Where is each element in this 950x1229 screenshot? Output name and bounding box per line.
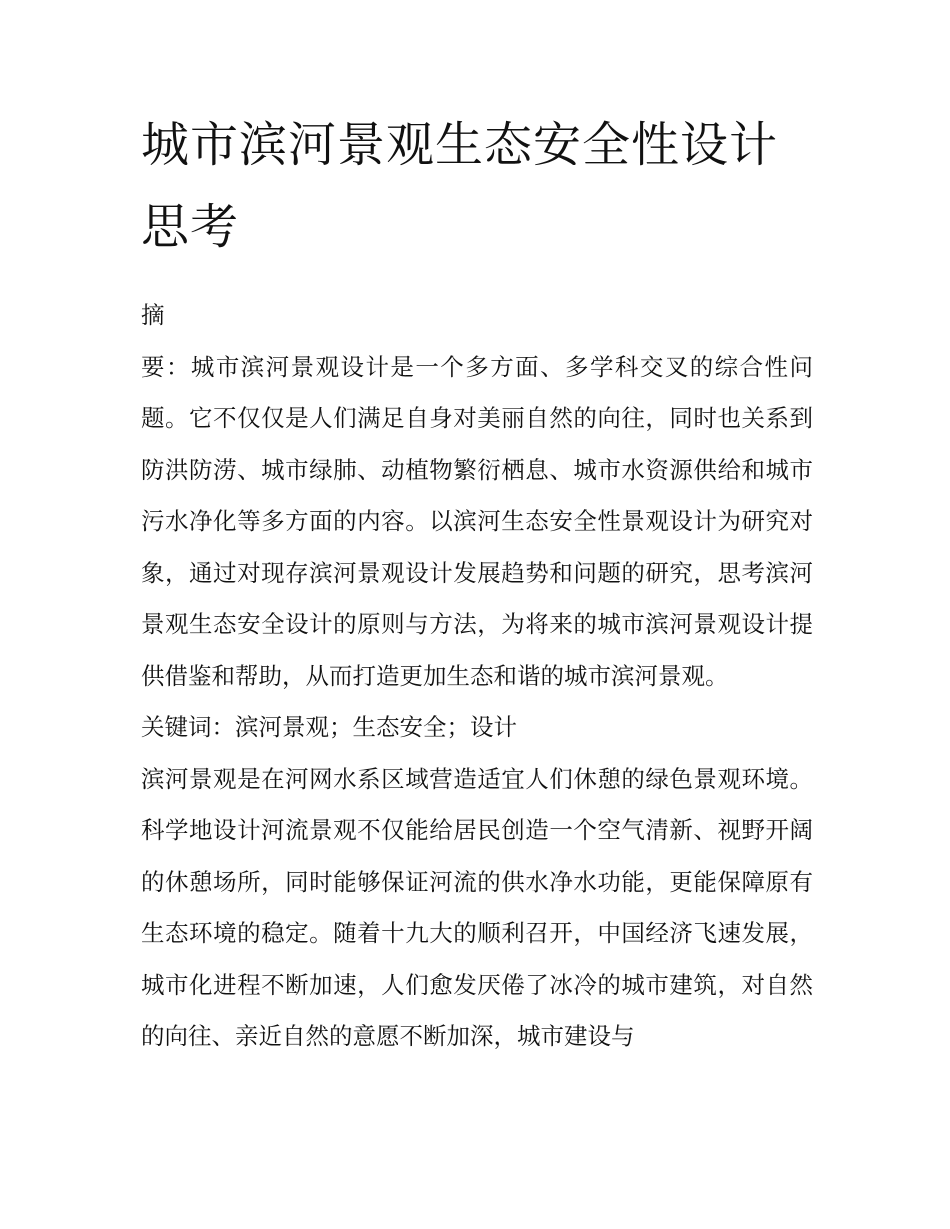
keywords-line: 关键词：滨河景观；生态安全；设计 — [141, 713, 517, 741]
intro-paragraph: 滨河景观是在河网水系区域营造适宜人们休憩的绿色景观环境。科学地设计河流景观不仅能给居民创造一个空气清新、视野开阔的休憩场所，同时能够保证河流的供水净水功能，更能保障原有生态环境的稳定。随着十九大的顺利召开，中国经济飞速发展，城市化进程不断加速，人们愈发厌倦了冰冷的城市建筑，对自然的向往、亲近自然的意愿不断加深，城市建设与 — [141, 764, 813, 1050]
document-page — [141, 104, 813, 1063]
abstract-body: 要：城市滨河景观设计是一个多方面、多学科交叉的综合性问题。它不仅仅是人们满足自身对美丽自然的向往，同时也关系到防洪防涝、城市绿肺、动植物繁衍栖息、城市水资源供给和城市污水净化等多方面的内容。以滨河生态安全性景观设计为研究对象，通过对现存滨河景观设计发展趋势和问题的研究，思考滨河景观生态安全设计的原则与方法，为将来的城市滨河景观设计提供借鉴和帮助，从而打造更加生态和谐的城市滨河景观。 — [141, 352, 813, 690]
abstract-label: 摘 — [141, 301, 165, 329]
document-title: 城市滨河景观生态安全性设计思考 — [141, 117, 779, 255]
